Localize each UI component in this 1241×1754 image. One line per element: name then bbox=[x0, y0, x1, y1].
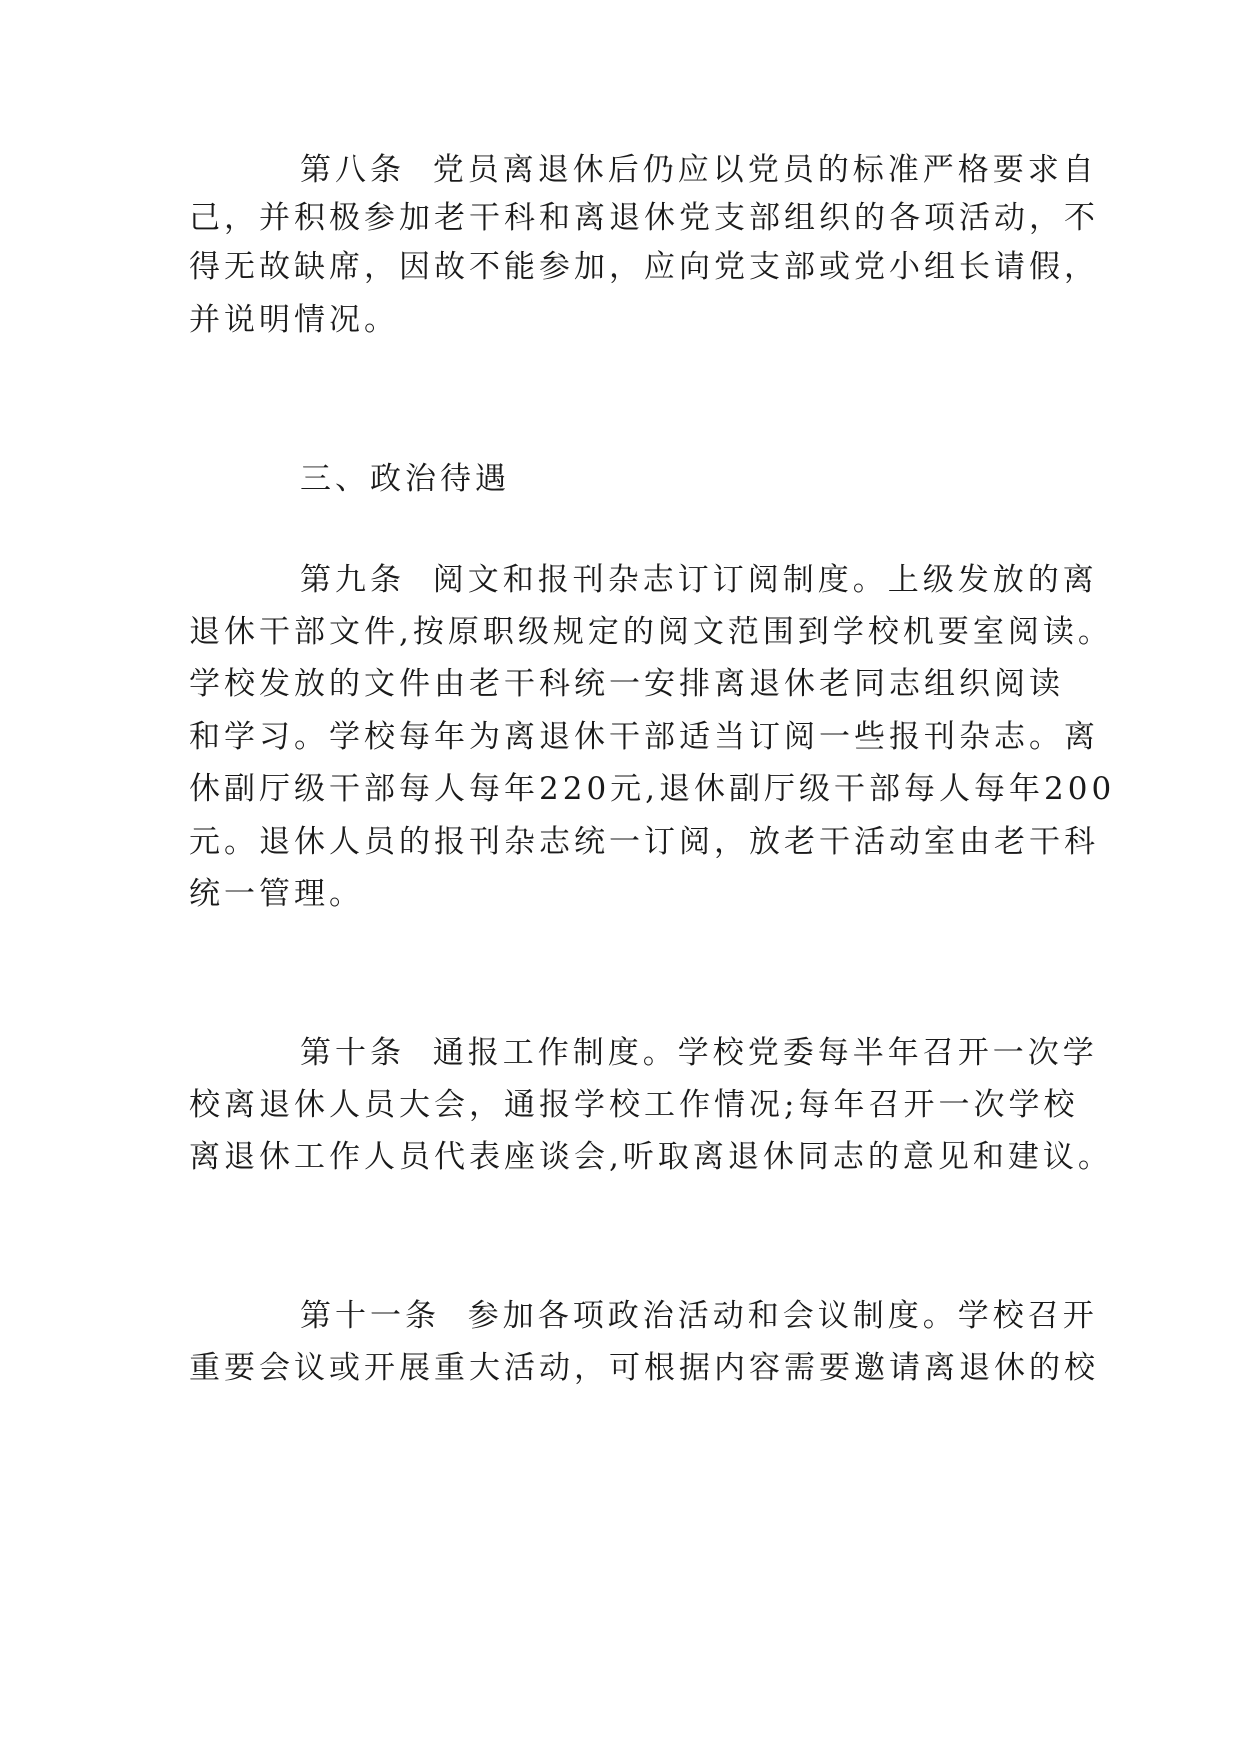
article8-line3: 得无故缺席，因故不能参加，应向党支部或党小组长请假， bbox=[189, 249, 1099, 285]
article10-line1: 第十条 通报工作制度。学校党委每半年召开一次学 bbox=[300, 1035, 1098, 1071]
article9-line1: 第九条 阅文和报刊杂志订订阅制度。上级发放的离 bbox=[300, 562, 1098, 598]
article9-line3: 学校发放的文件由老干科统一安排离退休老同志组织阅读 bbox=[189, 666, 1064, 702]
article10-line3: 离退休工作人员代表座谈会,听取离退休同志的意见和建议。 bbox=[189, 1139, 1113, 1175]
article9-line4: 和学习。学校每年为离退休干部适当订阅一些报刊杂志。离 bbox=[189, 719, 1099, 755]
article9-line5: 休副厅级干部每人每年220元,退休副厅级干部每人每年200 bbox=[189, 771, 1116, 807]
article8-line2: 己，并积极参加老干科和离退休党支部组织的各项活动，不 bbox=[189, 200, 1099, 236]
article10-line2: 校离退休人员大会，通报学校工作情况;每年召开一次学校 bbox=[189, 1087, 1079, 1123]
article9-line7: 统一管理。 bbox=[189, 876, 364, 912]
article9-line6: 元。退休人员的报刊杂志统一订阅，放老干活动室由老干科 bbox=[189, 824, 1099, 860]
article11-line2: 重要会议或开展重大活动，可根据内容需要邀请离退休的校 bbox=[189, 1350, 1099, 1386]
article11-line1: 第十一条 参加各项政治活动和会议制度。学校召开 bbox=[300, 1298, 1098, 1334]
article9-line2: 退休干部文件,按原职级规定的阅文范围到学校机要室阅读。 bbox=[189, 614, 1113, 650]
article8-line4: 并说明情况。 bbox=[189, 302, 399, 338]
section-heading: 三、政治待遇 bbox=[300, 461, 510, 497]
article8-line1: 第八条 党员离退休后仍应以党员的标准严格要求自 bbox=[300, 152, 1098, 188]
